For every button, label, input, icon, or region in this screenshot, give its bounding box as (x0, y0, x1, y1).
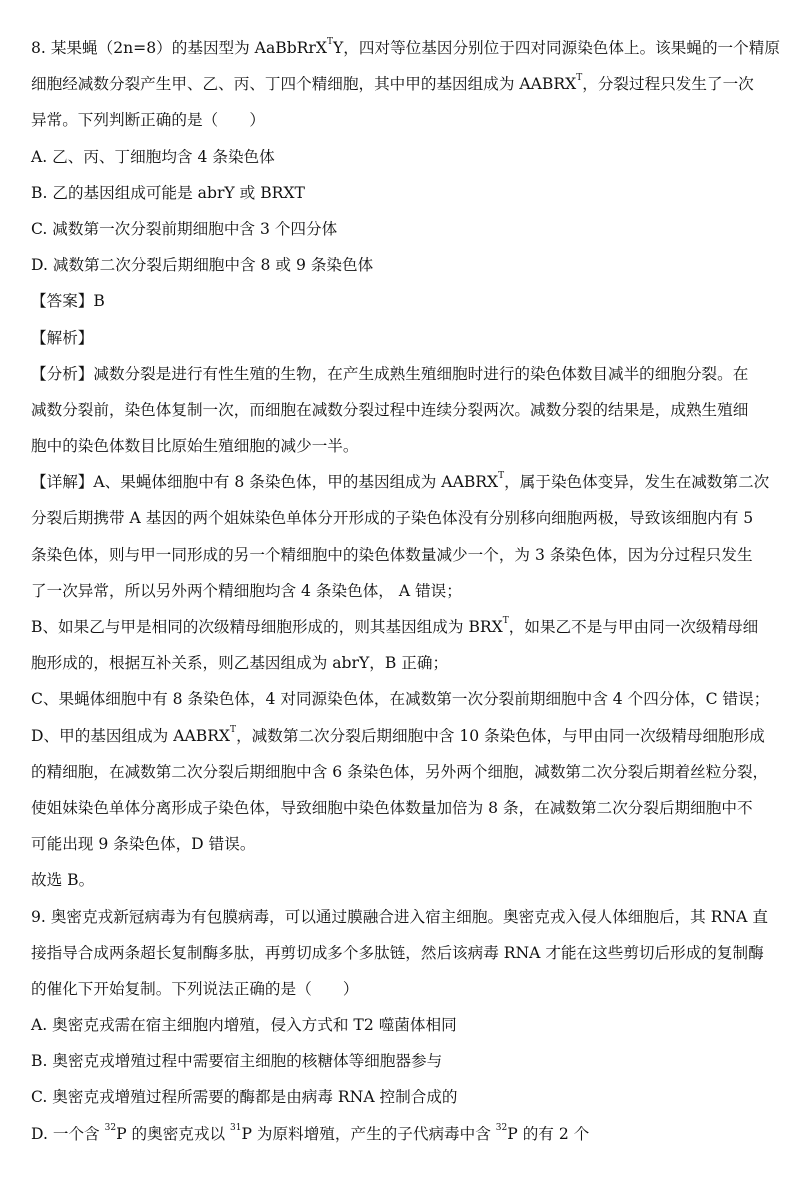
q8-stem-text: 细胞经减数分裂产生甲、乙、丙、丁四个精细胞，其中甲的基因组成为 AABRX (31, 75, 577, 94)
q8-stem-text: Y，四对等位基因分别位于四对同源染色体上。该果蝇的一个精原 (333, 39, 780, 57)
superscript: T (502, 616, 509, 626)
q9-option-a: A. 奥密克戎需在宿主细胞内增殖，侵入方式和 T2 噬菌体相同 (31, 1016, 457, 1035)
q8-option-a: A. 乙、丙、丁细胞均含 4 条染色体 (31, 147, 275, 166)
q8-fenxi-line: 【分析】减数分裂是进行有性生殖的生物，在产生成熟生殖细胞时进行的染色体数目减半的细胞分裂。在 (31, 364, 749, 383)
q9-stem-line: 的催化下开始复制。下列说法正确的是（ ） (31, 979, 359, 998)
q8-detail-line: 可能出现 9 条染色体，D 错误。 (31, 835, 256, 854)
q8-detail-line: 胞形成的，根据互补关系，则乙基因组成为 abrY，B 正确； (31, 654, 449, 673)
q8-detail-line: 使姐妹染色单体分离形成子染色体，导致细胞中染色体数量加倍为 8 条，在减数第二次分裂后期细胞中不 (31, 798, 753, 817)
q8-fenxi-line: 胞中的染色体数目比原始生殖细胞的减少一半。 (31, 437, 359, 456)
q8-option-b: B. 乙的基因组成可能是 abrY 或 BRXT (31, 183, 305, 202)
q8-detail-text: D、甲的基因组成为 AABRX (31, 726, 231, 745)
q8-option-d: D. 减数第二次分裂后期细胞中含 8 或 9 条染色体 (31, 256, 374, 275)
q8-detail-line (31, 609, 777, 645)
superscript: 31 (230, 1122, 242, 1133)
superscript: T (498, 471, 505, 482)
q9-option-c: C. 奥密克戎增殖过程所需要的酶都是由病毒 RNA 控制合成的 (31, 1088, 458, 1107)
q8-detail-text: ，减数第二次分裂后期细胞中含 10 条染色体，与甲由同一次级精母细胞形成 (236, 726, 765, 745)
q8-option-c: C. 减数第一次分裂前期细胞中含 3 个四分体 (31, 219, 338, 238)
superscript: 32 (104, 1122, 117, 1133)
q8-detail-text: ，如果乙不是与甲由同一次级精母细 (508, 618, 759, 636)
q9-option-d-text: P 为原料增殖，产生的子代病毒中含 (241, 1124, 496, 1143)
q8-detail-line: 了一次异常，所以另外两个精细胞均含 4 条染色体， A 错误； (31, 581, 462, 600)
q8-stem-text: ，分裂过程只发生了一次 (582, 75, 754, 94)
superscript: T (326, 37, 333, 47)
q8-detail-line: 的精细胞，在减数第二次分裂后期细胞中含 6 条染色体，另外两个细胞，减数第二次分裂后期着丝粒分裂， (31, 762, 769, 781)
q9-stem-line: 9. 奥密克戎新冠病毒为有包膜病毒，可以通过膜融合进入宿主细胞。奥密克戎入侵人体细胞后，其 RNA 直 (31, 907, 768, 926)
q8-stem-line: 异常。下列判断正确的是（ ） (31, 111, 265, 130)
q9-stem-line: 接指导合成两条超长复制酶多肽，再剪切成多个多肽链，然后该病毒 RNA 才能在这些剪切后形成的复制酶 (31, 943, 764, 962)
superscript: 32 (495, 1122, 508, 1133)
q8-detail-line (31, 464, 777, 500)
q8-stem-line (31, 66, 777, 102)
q8-detail-text: 【详解】A、果蝇体细胞中有 8 条染色体，甲的基因组成为 AABRX (31, 473, 499, 492)
q8-answer: 【答案】B (31, 292, 105, 311)
superscript: T (576, 73, 583, 84)
q9-option-d-text: D. 一个含 (31, 1124, 105, 1143)
q9-option-b: B. 奥密克戎增殖过程中需要宿主细胞的核糖体等细胞器参与 (31, 1052, 443, 1071)
q9-option-d-text: P 的奥密克戎以 (116, 1124, 231, 1143)
q9-option-d (31, 1116, 777, 1152)
q8-stem-text: 8. 某果蝇（2n=8）的基因型为 AaBbRrX (31, 39, 327, 57)
q8-detail-line: 分裂后期携带 A 基因的两个姐妹染色单体分开形成的子染色体没有分别移向细胞两极，导致该细胞内有 5 (31, 509, 754, 528)
q8-analysis-title: 【解析】 (31, 328, 94, 347)
q8-stem-line (31, 30, 780, 66)
q9-option-d-text: P 的有 2 个 (507, 1124, 590, 1143)
document-page (31, 30, 780, 1152)
q8-detail-line: 条染色体，则与甲一同形成的另一个精细胞中的染色体数量减少一个，为 3 条染色体，因为分过程只发生 (31, 545, 753, 564)
q8-detail-text: ，属于染色体变异，发生在减数第二次 (504, 473, 770, 492)
q8-conclusion: 故选 B。 (31, 871, 95, 890)
q8-detail-text: B、如果乙与甲是相同的次级精母细胞形成的，则其基因组成为 BRX (31, 618, 503, 636)
q8-fenxi-line: 减数分裂前，染色体复制一次，而细胞在减数分裂过程中连续分裂两次。减数分裂的结果是，成熟生殖细 (31, 400, 749, 419)
q8-detail-line: C、果蝇体细胞中有 8 条染色体，4 对同源染色体，在减数第一次分裂前期细胞中含 4 个四分体，C 错误； (31, 690, 770, 709)
superscript: T (230, 724, 237, 735)
q8-detail-line (31, 718, 777, 754)
